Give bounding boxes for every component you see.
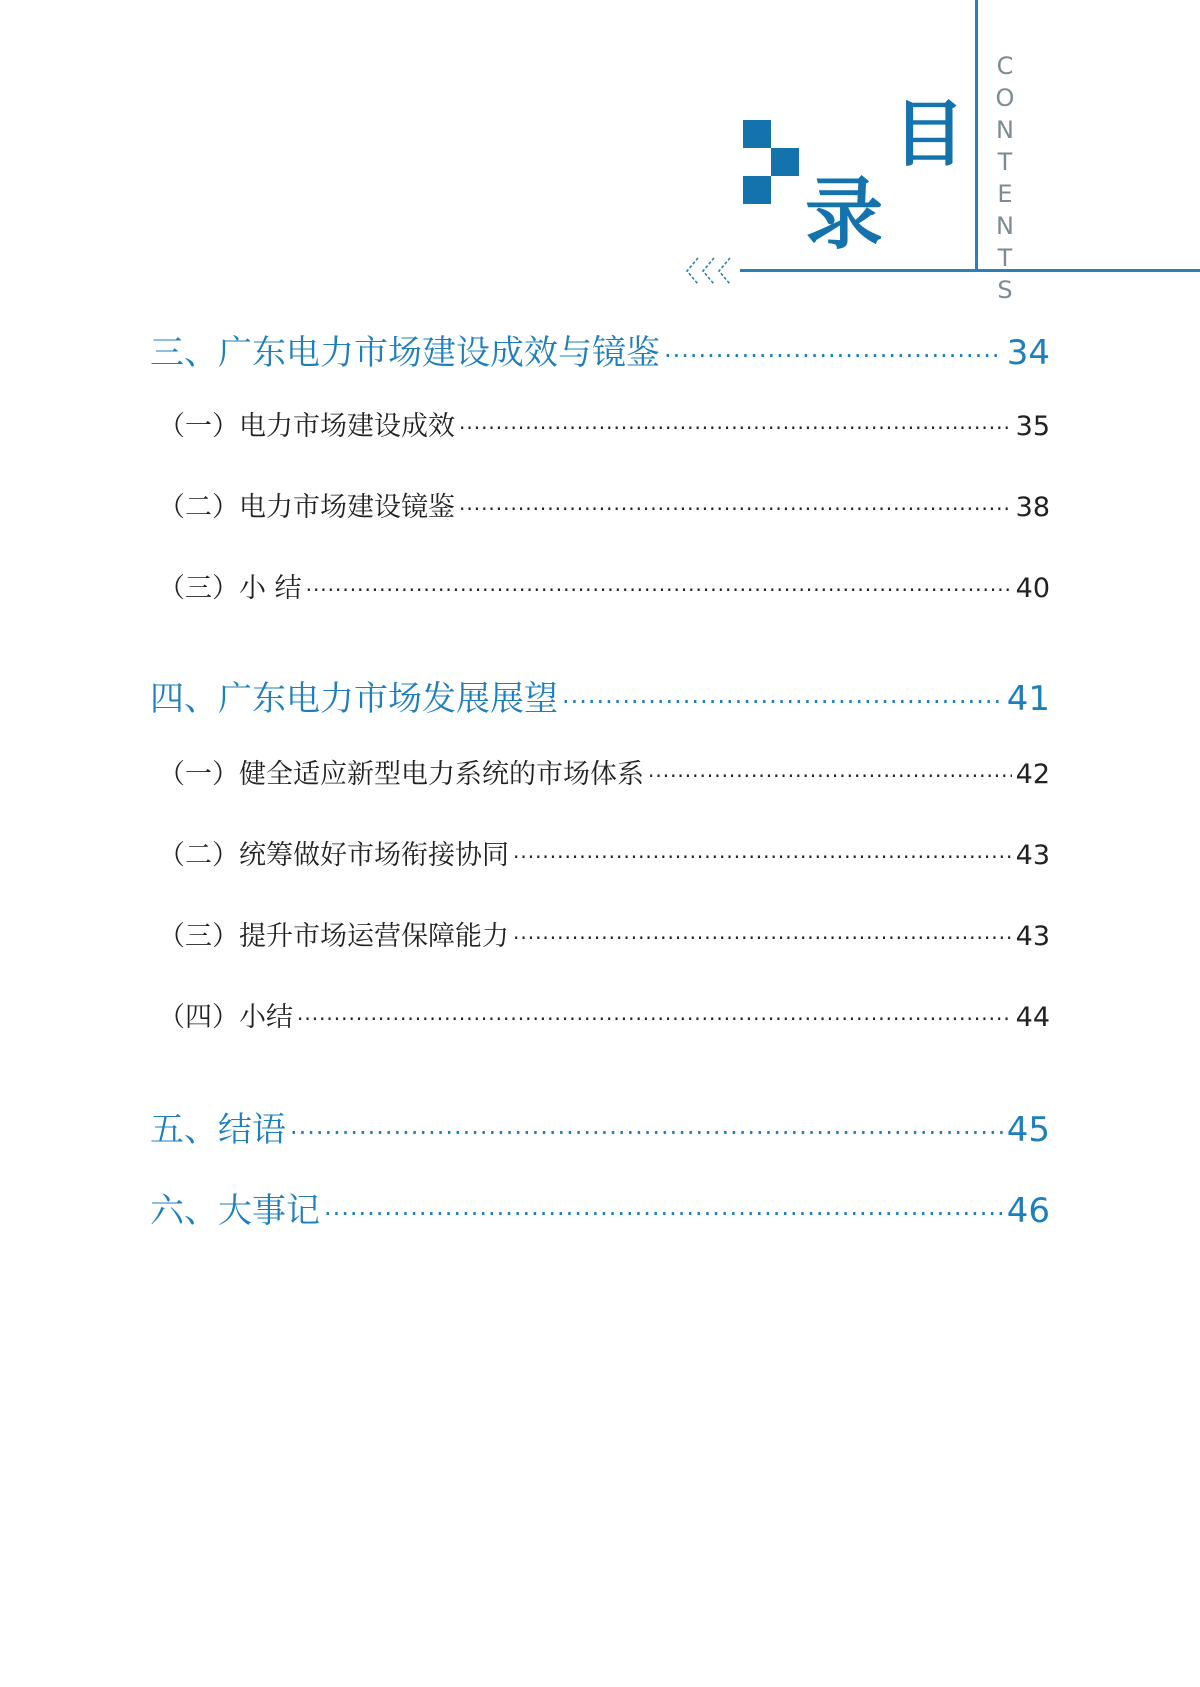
toc-section-label: 四、广东电力市场发展展望 <box>150 679 558 719</box>
chevron-left-triple-icon <box>684 254 744 288</box>
toc-leader-dots <box>513 926 1012 950</box>
title-char-mu: 目 <box>893 92 966 176</box>
toc-item-label: （三）提升市场运营保障能力 <box>158 921 509 952</box>
toc-leader-dots <box>290 1119 1003 1147</box>
toc-item[interactable] <box>158 914 1050 950</box>
toc-page-number: 45 <box>1006 1110 1050 1150</box>
toc-leader-dots <box>648 764 1012 788</box>
toc-section-label: 五、结语 <box>150 1110 286 1150</box>
toc-item[interactable] <box>158 404 1050 440</box>
toc-page-number: 38 <box>1015 492 1050 523</box>
toc-item-label: （一）健全适应新型电力系统的市场体系 <box>158 759 644 790</box>
header-vertical-line <box>975 0 978 272</box>
toc-page-number: 46 <box>1006 1191 1050 1231</box>
toc-leader-dots <box>459 497 1012 521</box>
toc-page-number: 44 <box>1015 1002 1050 1033</box>
toc-section-label: 三、广东电力市场建设成效与镜鉴 <box>150 333 660 373</box>
toc-leader-dots <box>324 1200 1003 1228</box>
toc-leader-dots <box>664 342 1003 370</box>
toc-page-number: 41 <box>1006 679 1050 719</box>
toc-item-label: （四）小结 <box>158 1002 293 1033</box>
logo-square-top <box>743 120 771 148</box>
toc-page-number: 40 <box>1015 573 1050 604</box>
contents-vertical-label: CONTENTS <box>991 52 1019 308</box>
toc-item[interactable] <box>158 752 1050 788</box>
toc-page-number: 35 <box>1015 411 1050 442</box>
toc-page-number: 43 <box>1015 921 1050 952</box>
logo-square-bottom <box>743 176 771 204</box>
toc-item[interactable] <box>158 833 1050 869</box>
toc-item-label: （一）电力市场建设成效 <box>158 411 455 442</box>
toc-page-number: 34 <box>1006 333 1050 373</box>
toc-item[interactable] <box>158 485 1050 521</box>
toc-item-label: （二）统筹做好市场衔接协同 <box>158 840 509 871</box>
toc-section-3[interactable] <box>150 325 1050 373</box>
toc-leader-dots <box>297 1007 1012 1031</box>
toc-section-label: 六、大事记 <box>150 1191 320 1231</box>
toc-section-6[interactable] <box>150 1183 1050 1231</box>
toc-leader-dots <box>562 688 1003 716</box>
toc-leader-dots <box>459 416 1012 440</box>
toc-item-label: （二）电力市场建设镜鉴 <box>158 492 455 523</box>
toc-section-5[interactable] <box>150 1102 1050 1150</box>
toc-leader-dots <box>513 845 1012 869</box>
toc-section-4[interactable] <box>150 671 1050 719</box>
toc-page-number: 42 <box>1015 759 1050 790</box>
toc-item[interactable] <box>158 995 1050 1031</box>
header-horizontal-line <box>740 269 1200 272</box>
toc-leader-dots <box>306 578 1012 602</box>
toc-item[interactable] <box>158 566 1050 602</box>
title-char-lu: 录 <box>805 170 884 260</box>
toc-page-number: 43 <box>1015 840 1050 871</box>
logo-square-middle <box>771 148 799 176</box>
toc-item-label: （三）小 结 <box>158 573 302 604</box>
